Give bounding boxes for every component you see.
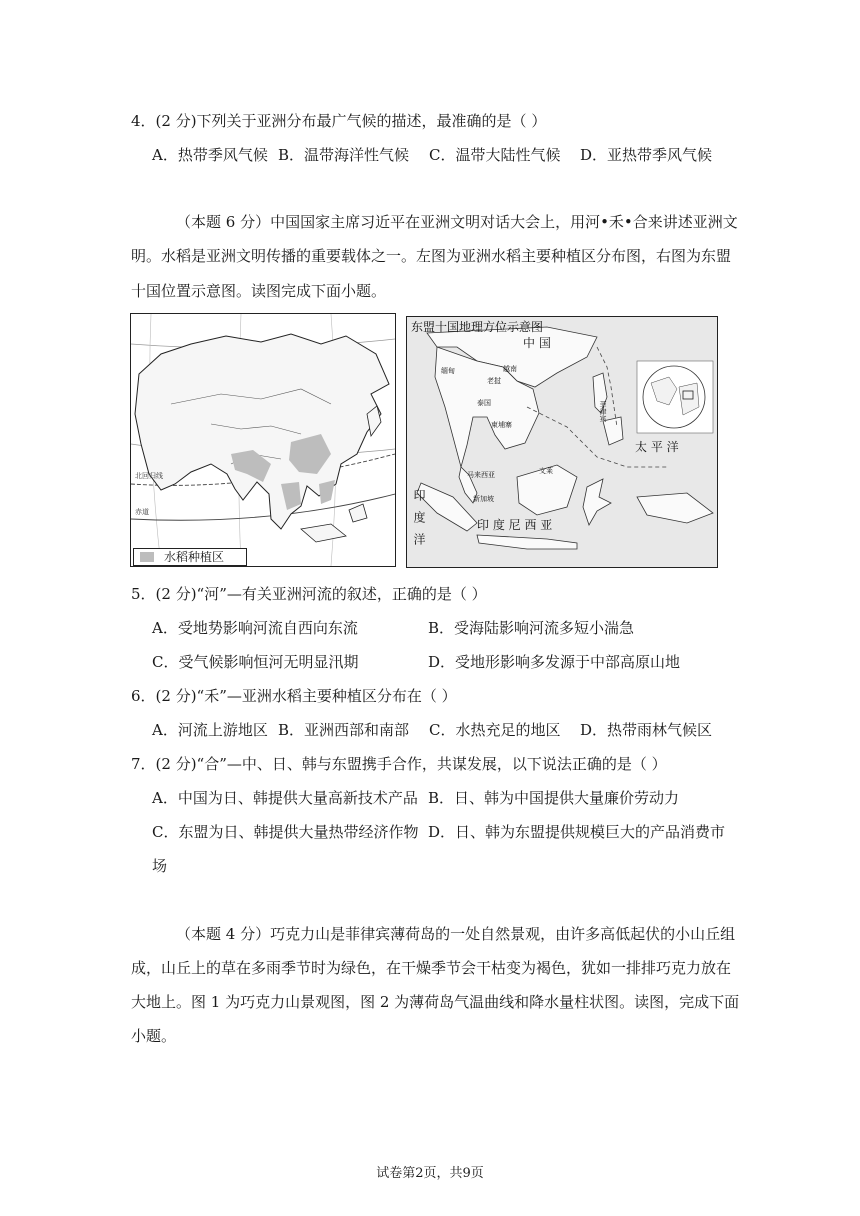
group2-intro-line3: 大地上。图 1 为巧克力山景观图，图 2 为薄荷岛气温曲线和降水量柱状图。读图，完成下面 — [131, 993, 740, 1011]
q4-option-b: B．温带海洋性气候 — [278, 146, 410, 164]
q7-option-a: A．中国为日、韩提供大量高新技术产品 — [152, 789, 418, 807]
q6-option-d: D．热带雨林气候区 — [580, 721, 713, 739]
q6-option-a: A．河流上游地区 — [152, 721, 268, 739]
label-pacific: 太 平 洋 — [635, 440, 679, 454]
q4-option-a: A．热带季风气候 — [152, 146, 268, 164]
label-indian-ocean: 印度洋 — [412, 489, 426, 555]
label-cambodia: 柬埔寨 — [491, 421, 512, 429]
q7-option-c: C．东盟为日、韩提供大量热带经济作物 — [152, 823, 419, 841]
group1-intro-line2: 明。水稻是亚洲文明传播的重要载体之一。左图为亚洲水稻主要种植区分布图，右图为东盟 — [131, 247, 732, 265]
group1-intro-line1: （本题 6 分）中国国家主席习近平在亚洲文明对话大会上，用河•禾•合来讲述亚洲文 — [176, 213, 738, 231]
q4-option-d: D．亚热带季风气候 — [580, 146, 713, 164]
asia-rice-map — [130, 313, 396, 567]
q5-stem: 5．(2 分)“河”—有关亚洲河流的叙述，正确的是（ ） — [131, 585, 487, 603]
q4-options — [152, 145, 752, 165]
q7-option-d-wrap: 场 — [152, 857, 168, 875]
label-thailand: 泰国 — [477, 399, 491, 407]
q6-options — [152, 720, 752, 740]
tropic-label: 北回归线 — [135, 472, 163, 480]
q7-option-b: B．日、韩为中国提供大量廉价劳动力 — [428, 789, 680, 807]
q5-option-c: C．受气候影响恒河无明显汛期 — [152, 653, 359, 671]
q7-option-d: D．日、韩为东盟提供规模巨大的产品消费市 — [428, 823, 726, 841]
group2-intro-line2: 成，山丘上的草在多雨季节时为绿色，在干燥季节会干枯变为褐色，犹如一排排巧克力放在 — [131, 959, 732, 977]
page-footer: 试卷第2页，共9页 — [376, 1166, 484, 1181]
q4-option-c: C．温带大陆性气候 — [429, 146, 561, 164]
q6-stem: 6．(2 分)“禾”—亚洲水稻主要种植区分布在（ ） — [131, 687, 457, 705]
group2-intro-line1: （本题 4 分）巧克力山是菲律宾薄荷岛的一处自然景观，由许多高低起伏的小山丘组 — [176, 925, 736, 943]
q7-options-row2 — [152, 822, 752, 842]
q5-option-a: A．受地势影响河流自西向东流 — [152, 619, 358, 637]
label-vietnam: 越南 — [503, 365, 517, 373]
q6-option-c: C．水热充足的地区 — [429, 721, 561, 739]
rice-legend-swatch — [140, 552, 154, 562]
label-singapore: 新加坡 — [473, 495, 494, 503]
rice-legend-label: 水稻种植区 — [164, 550, 225, 564]
q5-option-b: B．受海陆影响河流多短小湍急 — [428, 619, 635, 637]
q6-option-b: B．亚洲西部和南部 — [278, 721, 410, 739]
label-laos: 老挝 — [487, 377, 501, 385]
label-china: 中 国 — [523, 336, 551, 350]
label-myanmar: 缅甸 — [441, 367, 455, 375]
label-indonesia: 印 度 尼 西 亚 — [477, 518, 553, 532]
q7-stem: 7．(2 分)“合”—中、日、韩与东盟携手合作，共谋发展，以下说法正确的是（ ） — [131, 755, 667, 773]
asean-map — [406, 316, 718, 568]
label-philippines: 菲律宾 — [599, 401, 607, 422]
q4-stem: 4．(2 分)下列关于亚洲分布最广气候的描述，最准确的是（ ） — [131, 112, 547, 130]
group2-intro-line4: 小题。 — [131, 1027, 177, 1045]
rice-legend — [133, 548, 247, 566]
q7-options-row1 — [152, 788, 752, 808]
q5-options-row2 — [152, 652, 752, 672]
label-malaysia: 马来西亚 — [467, 471, 495, 479]
group1-intro-line3: 十国位置示意图。读图完成下面小题。 — [131, 282, 387, 300]
q5-option-d: D．受地形影响多发源于中部高原山地 — [428, 653, 681, 671]
asean-map-title: 东盟十国地理方位示意图 — [411, 320, 544, 334]
label-brunei: 文莱 — [539, 467, 553, 475]
equator-label: 赤道 — [135, 508, 149, 516]
q5-options-row1 — [152, 618, 752, 638]
